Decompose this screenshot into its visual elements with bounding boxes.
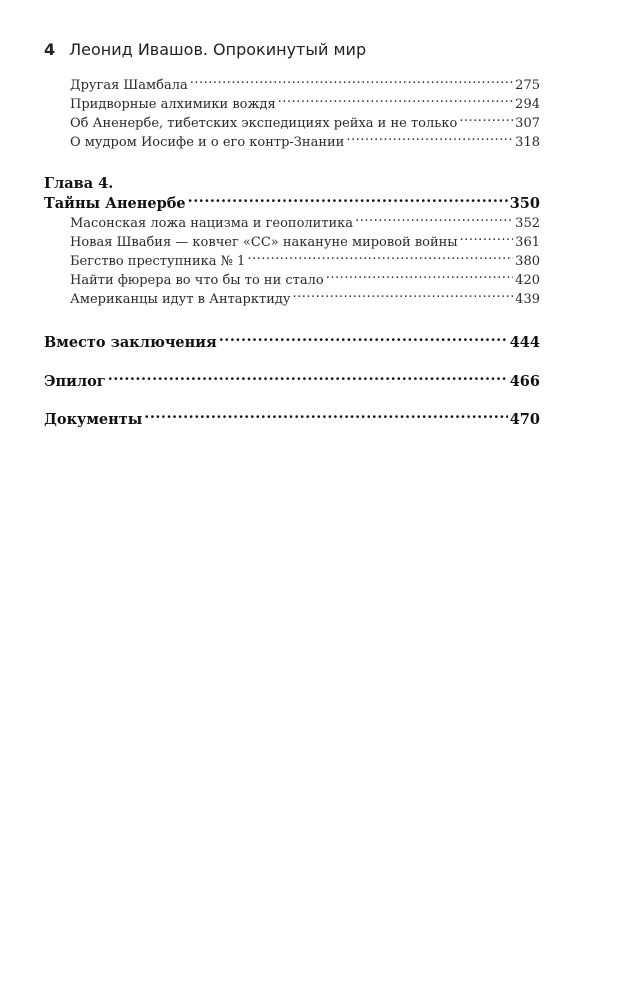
- dot-leader: [188, 193, 508, 208]
- toc-epilogue-title: Эпилог: [44, 372, 106, 390]
- toc-epilogue-entry[interactable]: [44, 371, 540, 392]
- dot-leader: [293, 290, 514, 303]
- running-head: [44, 40, 366, 59]
- dot-leader: [326, 271, 513, 284]
- toc-entry-page: 294: [515, 97, 540, 112]
- toc-conclusion-title: Вместо заключения: [44, 334, 217, 351]
- page-number: 4: [44, 40, 56, 59]
- toc-entry-title: Масонская ложа нацизма и геополитика: [70, 215, 354, 231]
- dot-leader: [108, 371, 508, 386]
- toc-entry-page: 380: [515, 253, 540, 269]
- toc-entry[interactable]: [44, 252, 540, 271]
- toc-entry[interactable]: [44, 114, 540, 133]
- toc-entry-title: Американцы идут в Антарктиду: [70, 291, 291, 307]
- toc-chapter-page: 350: [509, 194, 540, 212]
- toc-entry-page: 307: [515, 116, 540, 131]
- toc-entry[interactable]: [44, 290, 540, 309]
- toc-entry-title: Бегство преступника № 1: [70, 253, 246, 269]
- toc-entry-page: 420: [515, 272, 540, 288]
- dot-leader: [459, 114, 513, 127]
- toc-entry-title: О мудром Иосифе и о его контр-Знании: [70, 135, 345, 150]
- dot-leader: [355, 214, 513, 227]
- toc-entry-page: 352: [515, 215, 540, 231]
- dot-leader: [346, 133, 513, 146]
- dot-leader: [460, 233, 514, 246]
- toc-chapter-title: Тайны Аненербе: [44, 194, 186, 212]
- dot-leader: [219, 333, 508, 348]
- toc-chapter-entry[interactable]: [44, 193, 540, 214]
- toc-conclusion-entry[interactable]: [44, 333, 540, 354]
- dot-leader: [190, 76, 513, 89]
- toc-entry[interactable]: [44, 233, 540, 252]
- running-title: Леонид Ивашов. Опрокинутый мир: [69, 40, 367, 59]
- toc-entry-page: 318: [515, 135, 540, 150]
- toc-entry-title: Найти фюрера во что бы то ни стало: [70, 272, 324, 288]
- dot-leader: [278, 95, 514, 108]
- dot-leader: [144, 410, 507, 425]
- toc-entry[interactable]: [44, 214, 540, 233]
- toc-documents-title: Документы: [44, 411, 143, 428]
- toc-entry-title: Новая Швабия — ковчег «СС» накануне мировой войны: [70, 234, 458, 250]
- table-of-contents: [44, 76, 540, 430]
- toc-entry-page: 275: [515, 78, 540, 93]
- toc-entry-title: Об Аненербе, тибетских экспедициях рейха и не только: [70, 116, 458, 131]
- toc-entry[interactable]: [44, 133, 540, 152]
- toc-entry-page: 439: [515, 291, 540, 307]
- dot-leader: [247, 252, 513, 265]
- toc-entry-title: Придворные алхимики вождя: [70, 97, 276, 112]
- toc-entry-title: Другая Шамбала: [70, 78, 188, 93]
- toc-entry[interactable]: [44, 271, 540, 290]
- toc-entry[interactable]: [44, 76, 540, 95]
- toc-entry-page: 361: [515, 234, 540, 250]
- chapter-label: Глава 4.: [44, 175, 114, 192]
- toc-entry[interactable]: [44, 95, 540, 114]
- toc-documents-page: 470: [509, 411, 540, 428]
- toc-epilogue-page: 466: [509, 372, 540, 390]
- toc-documents-entry[interactable]: [44, 410, 540, 431]
- toc-conclusion-page: 444: [509, 334, 540, 351]
